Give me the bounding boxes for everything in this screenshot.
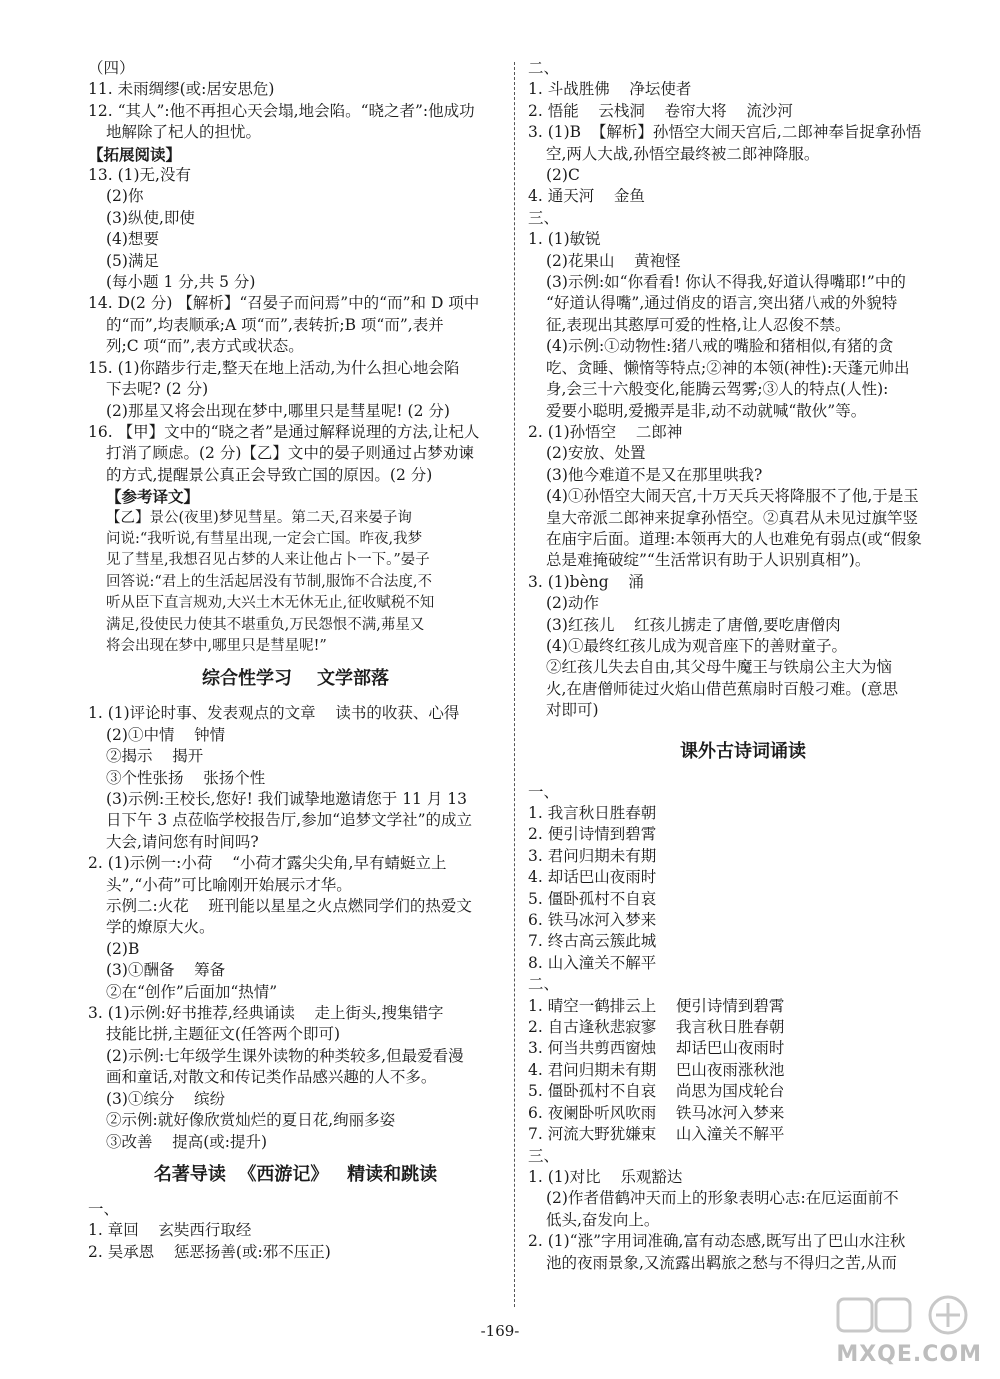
- answer-line: 的方式,提醒景公真正会导致亡国的原因。(2 分): [106, 465, 433, 484]
- left-lines-c: [88, 703, 503, 1153]
- answer-line: (4)①最终红孩儿成为观音座下的善财童子。: [546, 636, 847, 655]
- answer-line: (2)你: [106, 187, 144, 206]
- answer-line: 8. 山入潼关不解平: [528, 953, 657, 972]
- translation-line: 问说:“我听说,有彗星出现,一定会亡国。昨夜,我梦: [106, 530, 423, 547]
- answer-line: ②在“创作”后面加“热情”: [106, 982, 278, 1001]
- answer-line: 11. 未雨绸缪(或:居安思危): [88, 80, 275, 99]
- answer-line: 3. (1)bèng 涌: [528, 572, 644, 591]
- section-title-mingzhu: 名著导读 《西游记》 精读和跳读: [153, 1163, 438, 1185]
- answer-line: 在庙宇后面。道理:本领再大的人也难免有弱点(或“假象: [546, 529, 922, 548]
- answer-line: 皇大帝派二郎神来捉拿孙悟空。②真君从未见过旗竿竖: [546, 508, 919, 527]
- answer-line: 2. 悟能 云栈洞 卷帘大将 流沙河: [528, 101, 793, 120]
- answer-line: ②揭示 揭开: [106, 747, 204, 766]
- answer-line: 1. (1)评论时事、发表观点的文章 读书的收获、心得: [88, 704, 460, 723]
- answer-line: 火,在唐僧师徒过火焰山借芭蕉扇时百般刁难。(意思: [546, 679, 898, 698]
- answer-line: 6. 夜阑卧听风吹雨 铁马冰河入梦来: [528, 1103, 785, 1122]
- answer-line: ③改善 提高(或:提升): [106, 1132, 268, 1151]
- answer-line: (3)①酬备 筹备: [106, 961, 226, 980]
- answer-line: 一、: [88, 1199, 120, 1218]
- answer-line: (3)纵使,即使: [106, 208, 195, 227]
- left-lines-d: [88, 1199, 503, 1263]
- answer-line: (2)作者借鹤冲天而上的形象表明心志:在厄运面前不: [546, 1189, 899, 1208]
- answer-line: 2. 自古逢秋悲寂寥 我言秋日胜春朝: [528, 1018, 785, 1037]
- section-title-guwai: 课外古诗词诵读: [680, 740, 806, 762]
- answer-line: 1. 晴空一鹤排云上 便引诗情到碧霄: [528, 996, 785, 1015]
- right-lines-a: [528, 58, 958, 722]
- column-divider: [514, 62, 515, 1307]
- answer-line: (3)示例:如“你看看! 你认不得我,好道认得嘴耶!”中的: [546, 273, 906, 292]
- answer-line: ②示例:就好像欣赏灿烂的夏日花,绚丽多姿: [106, 1111, 396, 1130]
- answer-line: 打消了顾虑。(2 分)【乙】文中的晏子则通过占梦劝谏: [106, 444, 474, 463]
- answer-line: 爱要小聪明,爱搬弄是非,动不动就喊“散伙”等。: [546, 401, 867, 420]
- answer-line: 12. “其人”:他不再担心天会塌,地会陷。“晓之者”:他成功: [88, 101, 475, 120]
- answer-line: (2)安放、处置: [546, 444, 646, 463]
- answer-line: 2. (1)“涨”字用词准确,富有动态感,既写出了巴山水注秋: [528, 1232, 906, 1251]
- answer-line: (每小题 1 分,共 5 分): [106, 273, 256, 292]
- answer-line: 7. 终古高云簇此城: [528, 932, 657, 951]
- answer-line: (4)示例:①动物性:猪八戒的嘴脸和猪相似,有猪的贪: [546, 337, 894, 356]
- answer-line: 吃、贪睡、懒惰等特点;②神的本领(神性):天蓬元帅出: [546, 358, 910, 377]
- answer-line: 地解除了杞人的担忧。: [106, 123, 262, 142]
- answer-line: 3. 何当共剪西窗烛 却话巴山夜雨时: [528, 1039, 785, 1058]
- answer-line: （四）: [88, 59, 135, 77]
- section-heading-kuozhan: 【拓展阅读】: [88, 144, 182, 164]
- answer-line: 学的燎原大火。: [106, 918, 215, 937]
- translation-line: 回答说:“君上的生活起居没有节制,服饰不合法度,不: [106, 573, 433, 590]
- answer-line: 1. 斗战胜佛 净坛使者: [528, 80, 692, 99]
- answer-line: (2)C: [546, 166, 580, 185]
- answer-line: 征,表现出其憨厚可爱的性格,让人忍俊不禁。: [546, 315, 851, 334]
- answer-line: 5. 僵卧孤村不自哀 尚思为国戍轮台: [528, 1082, 785, 1101]
- translation-line: 满足,役使民力使其不堪重负,万民怨恨不满,茀星又: [106, 616, 425, 633]
- answer-line: (3)示例:王校长,您好! 我们诚挚地邀请您于 11 月 13: [106, 790, 467, 808]
- watermark-graphic: [836, 1293, 986, 1337]
- section-title-zonghe: 综合性学习 文学部落: [201, 668, 390, 690]
- answer-line: 3. (1)B 【解析】孙悟空大闹天宫后,二郎神奉旨捉拿孙悟: [528, 123, 922, 142]
- watermark-logo: [836, 1293, 986, 1367]
- left-lines-b: [88, 165, 503, 486]
- answer-line: ②红孩儿失去自由,其父母牛魔王与铁扇公主大为恼: [546, 658, 892, 677]
- answer-line: 下去呢? (2 分): [106, 380, 209, 399]
- answer-line: 2. 便引诗情到碧霄: [528, 825, 657, 844]
- answer-line: (2)示例:七年级学生课外读物的种类较多,但最爱看漫: [106, 1046, 464, 1065]
- translation-block: [88, 508, 503, 658]
- translation-line: 将会出现在梦中,哪里只是彗星呢!”: [106, 637, 327, 654]
- answer-line: (2)花果山 黄袍怪: [546, 251, 681, 270]
- answer-line: 1. (1)敏锐: [528, 230, 601, 249]
- answer-line: 2. (1)孙悟空 二郎神: [528, 422, 683, 441]
- section-heading-yiwen: 【参考译文】: [106, 487, 200, 507]
- answer-line: 1. 我言秋日胜春朝: [528, 804, 657, 822]
- answer-line: 4. 通天河 金鱼: [528, 187, 645, 206]
- answer-line: (3)①缤分 缤纷: [106, 1089, 226, 1108]
- answer-line: 三、: [528, 208, 560, 227]
- answer-line: 空,两人大战,孙悟空最终被二郎神降服。: [546, 144, 820, 163]
- answer-line: 16. 【甲】文中的“晓之者”是通过解释说理的方法,让杞人: [88, 422, 480, 441]
- answer-line: 头”,“小荷”可比喻刚开始展示才华。: [106, 875, 352, 894]
- answer-line: 技能比拼,主题征文(任答两个即可): [106, 1025, 341, 1044]
- answer-line: (5)满足: [106, 251, 159, 270]
- translation-line: 【乙】景公(夜里)梦见彗星。第二天,召来晏子询: [106, 509, 412, 526]
- answer-line: 7. 河流大野犹嫌束 山入潼关不解平: [528, 1125, 785, 1144]
- answer-line: 池的夜雨景象,又流露出羁旅之愁与不得归之苦,从而: [546, 1253, 897, 1272]
- answer-line: 一、: [528, 782, 560, 801]
- answer-line: 二、: [528, 975, 560, 994]
- right-lines-b: [528, 782, 958, 1274]
- answer-line: (3)红孩儿 红孩儿掳走了唐僧,要吃唐僧肉: [546, 615, 841, 634]
- answer-line: 二、: [528, 59, 560, 77]
- answer-line: (2)①中情 钟情: [106, 725, 226, 744]
- answer-line: 画和童话,对散文和传记类作品感兴趣的人不多。: [106, 1068, 437, 1087]
- page-number: -169-: [480, 1322, 520, 1340]
- answer-line: 4. 却话巴山夜雨时: [528, 868, 657, 887]
- translation-line: 听从臣下直言规劝,大兴土木无休无止,征收赋税不知: [106, 595, 435, 612]
- answer-line: 13. (1)无,没有: [88, 166, 191, 185]
- answer-line: 总是难掩破绽”“生活常识有助于人识别真相”)。: [546, 551, 871, 570]
- answer-line: 2. 吴承恩 惩恶扬善(或:邪不压正): [88, 1242, 331, 1261]
- answer-line: 对即可): [546, 701, 599, 720]
- watermark-text: MXQE.COM: [836, 1342, 982, 1367]
- answer-line: (4)想要: [106, 230, 159, 249]
- answer-line: 三、: [528, 1146, 560, 1165]
- answer-line: 14. D(2 分) 【解析】“召晏子而问焉”中的“而”和 D 项中: [88, 294, 480, 313]
- left-lines-a: [88, 58, 503, 144]
- answer-line: (2)动作: [546, 594, 599, 613]
- right-column: [528, 58, 958, 1274]
- answer-line: 1. 章回 玄奘西行取经: [88, 1221, 252, 1240]
- answer-line: 15. (1)你踏步行走,整天在地上活动,为什么担心地会陷: [88, 358, 460, 377]
- answer-line: 5. 僵卧孤村不自哀: [528, 889, 657, 908]
- answer-line: ③个性张扬 张扬个性: [106, 768, 266, 787]
- answer-line: (2)B: [106, 939, 140, 958]
- answer-line: 大会,请问您有时间吗?: [106, 832, 259, 851]
- answer-line: “好道认得嘴”,通过俏皮的语言,突出猪八戒的外貌特: [546, 294, 898, 313]
- answer-line: 的“而”,均表顺承;A 项“而”,表转折;B 项“而”,表并: [106, 315, 444, 334]
- answer-line: 4. 君问归期未有期 巴山夜雨涨秋池: [528, 1060, 785, 1079]
- translation-line: 见了彗星,我想召见占梦的人来让他占卜一下。”晏子: [106, 552, 430, 569]
- answer-line: 1. (1)对比 乐观豁达: [528, 1167, 683, 1186]
- left-column: [88, 58, 503, 1263]
- answer-line: 3. 君问归期未有期: [528, 846, 657, 865]
- answer-line: 身,会三十六般变化,能腾云驾雾;③人的特点(人性):: [546, 380, 889, 399]
- answer-line: 示例二:火花 班刊能以星星之火点燃同学们的热爱文: [106, 897, 472, 916]
- answer-line: 日下午 3 点莅临学校报告厅,参加“追梦文学社”的成立: [106, 811, 472, 830]
- answer-line: 6. 铁马冰河入梦来: [528, 911, 657, 930]
- answer-line: 2. (1)示例一:小荷 “小荷才露尖尖角,早有蜻蜓立上: [88, 854, 447, 873]
- answer-line: 低头,奋发向上。: [546, 1210, 660, 1229]
- answer-line: (2)那星又将会出现在梦中,哪里只是彗星呢! (2 分): [106, 401, 450, 420]
- answer-line: (3)他今难道不是又在那里哄我?: [546, 465, 763, 484]
- answer-line: 3. (1)示例:好书推荐,经典诵读 走上街头,搜集错字: [88, 1004, 444, 1023]
- answer-line: (4)①孙悟空大闹天宫,十万天兵天将降服不了他,于是玉: [546, 487, 919, 506]
- answer-line: 列;C 项“而”,表方式或状态。: [106, 337, 304, 356]
